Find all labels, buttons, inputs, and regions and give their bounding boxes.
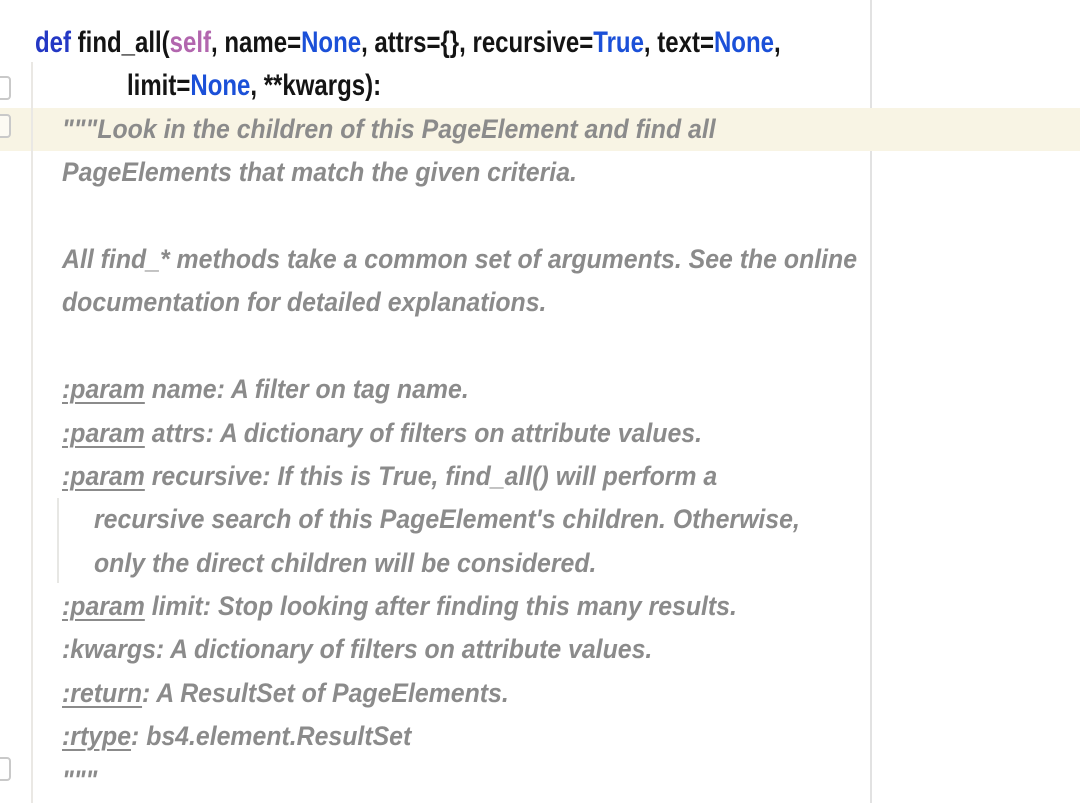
code-line[interactable] xyxy=(0,64,1080,107)
docstring-line[interactable] xyxy=(0,672,1080,715)
code-segment-plain: , **kwargs): xyxy=(250,69,382,103)
docstring-line-text xyxy=(62,628,652,671)
docstring-line[interactable] xyxy=(0,325,1080,368)
docstring-text: documentation for detailed explanations. xyxy=(62,287,547,318)
code-line-text xyxy=(35,21,781,64)
code-line[interactable] xyxy=(0,21,1080,64)
code-segment-literal: None xyxy=(190,69,251,103)
docstring-directive: :param xyxy=(62,460,145,491)
docstring-text: attrs: A dictionary of filters on attribute values. xyxy=(144,417,702,448)
docstring-text: recursive search of this PageElement's children. Otherwise, xyxy=(94,504,800,535)
fold-marker-icon[interactable] xyxy=(0,114,11,138)
docstring-line-text xyxy=(62,585,737,628)
docstring-line-text xyxy=(62,281,546,324)
code-line-text xyxy=(127,64,381,107)
docstring-line-text xyxy=(62,672,509,715)
docstring-line-text xyxy=(62,715,411,758)
docstring-directive: :rtype xyxy=(62,721,132,752)
docstring-line-text xyxy=(62,108,716,151)
docstring-directive: :param xyxy=(62,417,145,448)
docstring-text: limit: Stop looking after finding this many results. xyxy=(144,591,737,622)
docstring-text: """ xyxy=(62,764,98,795)
docstring-line[interactable] xyxy=(0,151,1080,194)
docstring-directive: :param xyxy=(62,591,145,622)
docstring-line[interactable] xyxy=(0,542,1080,585)
docstring-line[interactable] xyxy=(0,368,1080,411)
docstring-line-text xyxy=(94,498,800,541)
docstring-line-text xyxy=(62,151,577,194)
gutter-divider-line xyxy=(31,62,33,803)
code-segment-literal: True xyxy=(593,26,644,59)
code-segment-literal: None xyxy=(713,26,774,59)
docstring-line[interactable] xyxy=(0,238,1080,281)
code-segment-self: self xyxy=(169,26,212,59)
docstring-text: name: A filter on tag name. xyxy=(144,374,469,405)
docstring-text: All find_* methods take a common set of arguments. See the online xyxy=(62,243,858,274)
fold-marker-icon[interactable] xyxy=(0,757,11,781)
code-segment-plain: find_all( xyxy=(71,26,170,59)
docstring-directive: :return xyxy=(62,677,143,708)
code-segment-plain: , name= xyxy=(211,26,302,59)
docstring-directive: :param xyxy=(62,374,145,405)
code-segment-plain: , attrs={}, recursive= xyxy=(361,26,594,59)
docstring-text: : bs4.element.ResultSet xyxy=(131,721,412,752)
docstring-text: PageElements that match the given criteria. xyxy=(62,157,577,188)
docstring-text: :kwargs: A dictionary of filters on attribute values. xyxy=(62,634,653,665)
docstring-line[interactable] xyxy=(0,281,1080,324)
docstring-line[interactable] xyxy=(0,715,1080,758)
code-segment-keyword: def xyxy=(35,26,71,59)
indent-guide xyxy=(57,498,59,583)
docstring-text: : A ResultSet of PageElements. xyxy=(142,677,509,708)
fold-marker-icon[interactable] xyxy=(0,76,11,100)
docstring-text: recursive: If this is True, find_all() will perform a xyxy=(144,460,718,491)
code-segment-plain: , text= xyxy=(643,26,714,59)
docstring-line[interactable] xyxy=(0,195,1080,238)
docstring-line-text xyxy=(62,368,469,411)
docstring-line[interactable] xyxy=(0,412,1080,455)
docstring-line-text xyxy=(62,238,857,281)
docstring-line[interactable] xyxy=(0,455,1080,498)
docstring-line-text xyxy=(94,542,596,585)
docstring-line[interactable] xyxy=(0,759,1080,802)
code-segment-plain: , xyxy=(773,26,781,59)
docstring-line-text xyxy=(62,759,97,802)
docstring-line[interactable] xyxy=(0,498,1080,541)
docstring-line-text xyxy=(62,455,717,498)
docstring-line[interactable] xyxy=(0,628,1080,671)
docstring-text: only the direct children will be considered. xyxy=(94,547,597,578)
docstring-text: """Look in the children of this PageElement and find all xyxy=(62,113,716,144)
docstring-line-text xyxy=(62,412,702,455)
code-segment-literal: None xyxy=(301,26,362,59)
code-block[interactable] xyxy=(0,21,1080,802)
docstring-line-highlighted[interactable] xyxy=(0,108,1080,151)
docstring-line[interactable] xyxy=(0,585,1080,628)
code-segment-plain: limit= xyxy=(127,69,191,103)
